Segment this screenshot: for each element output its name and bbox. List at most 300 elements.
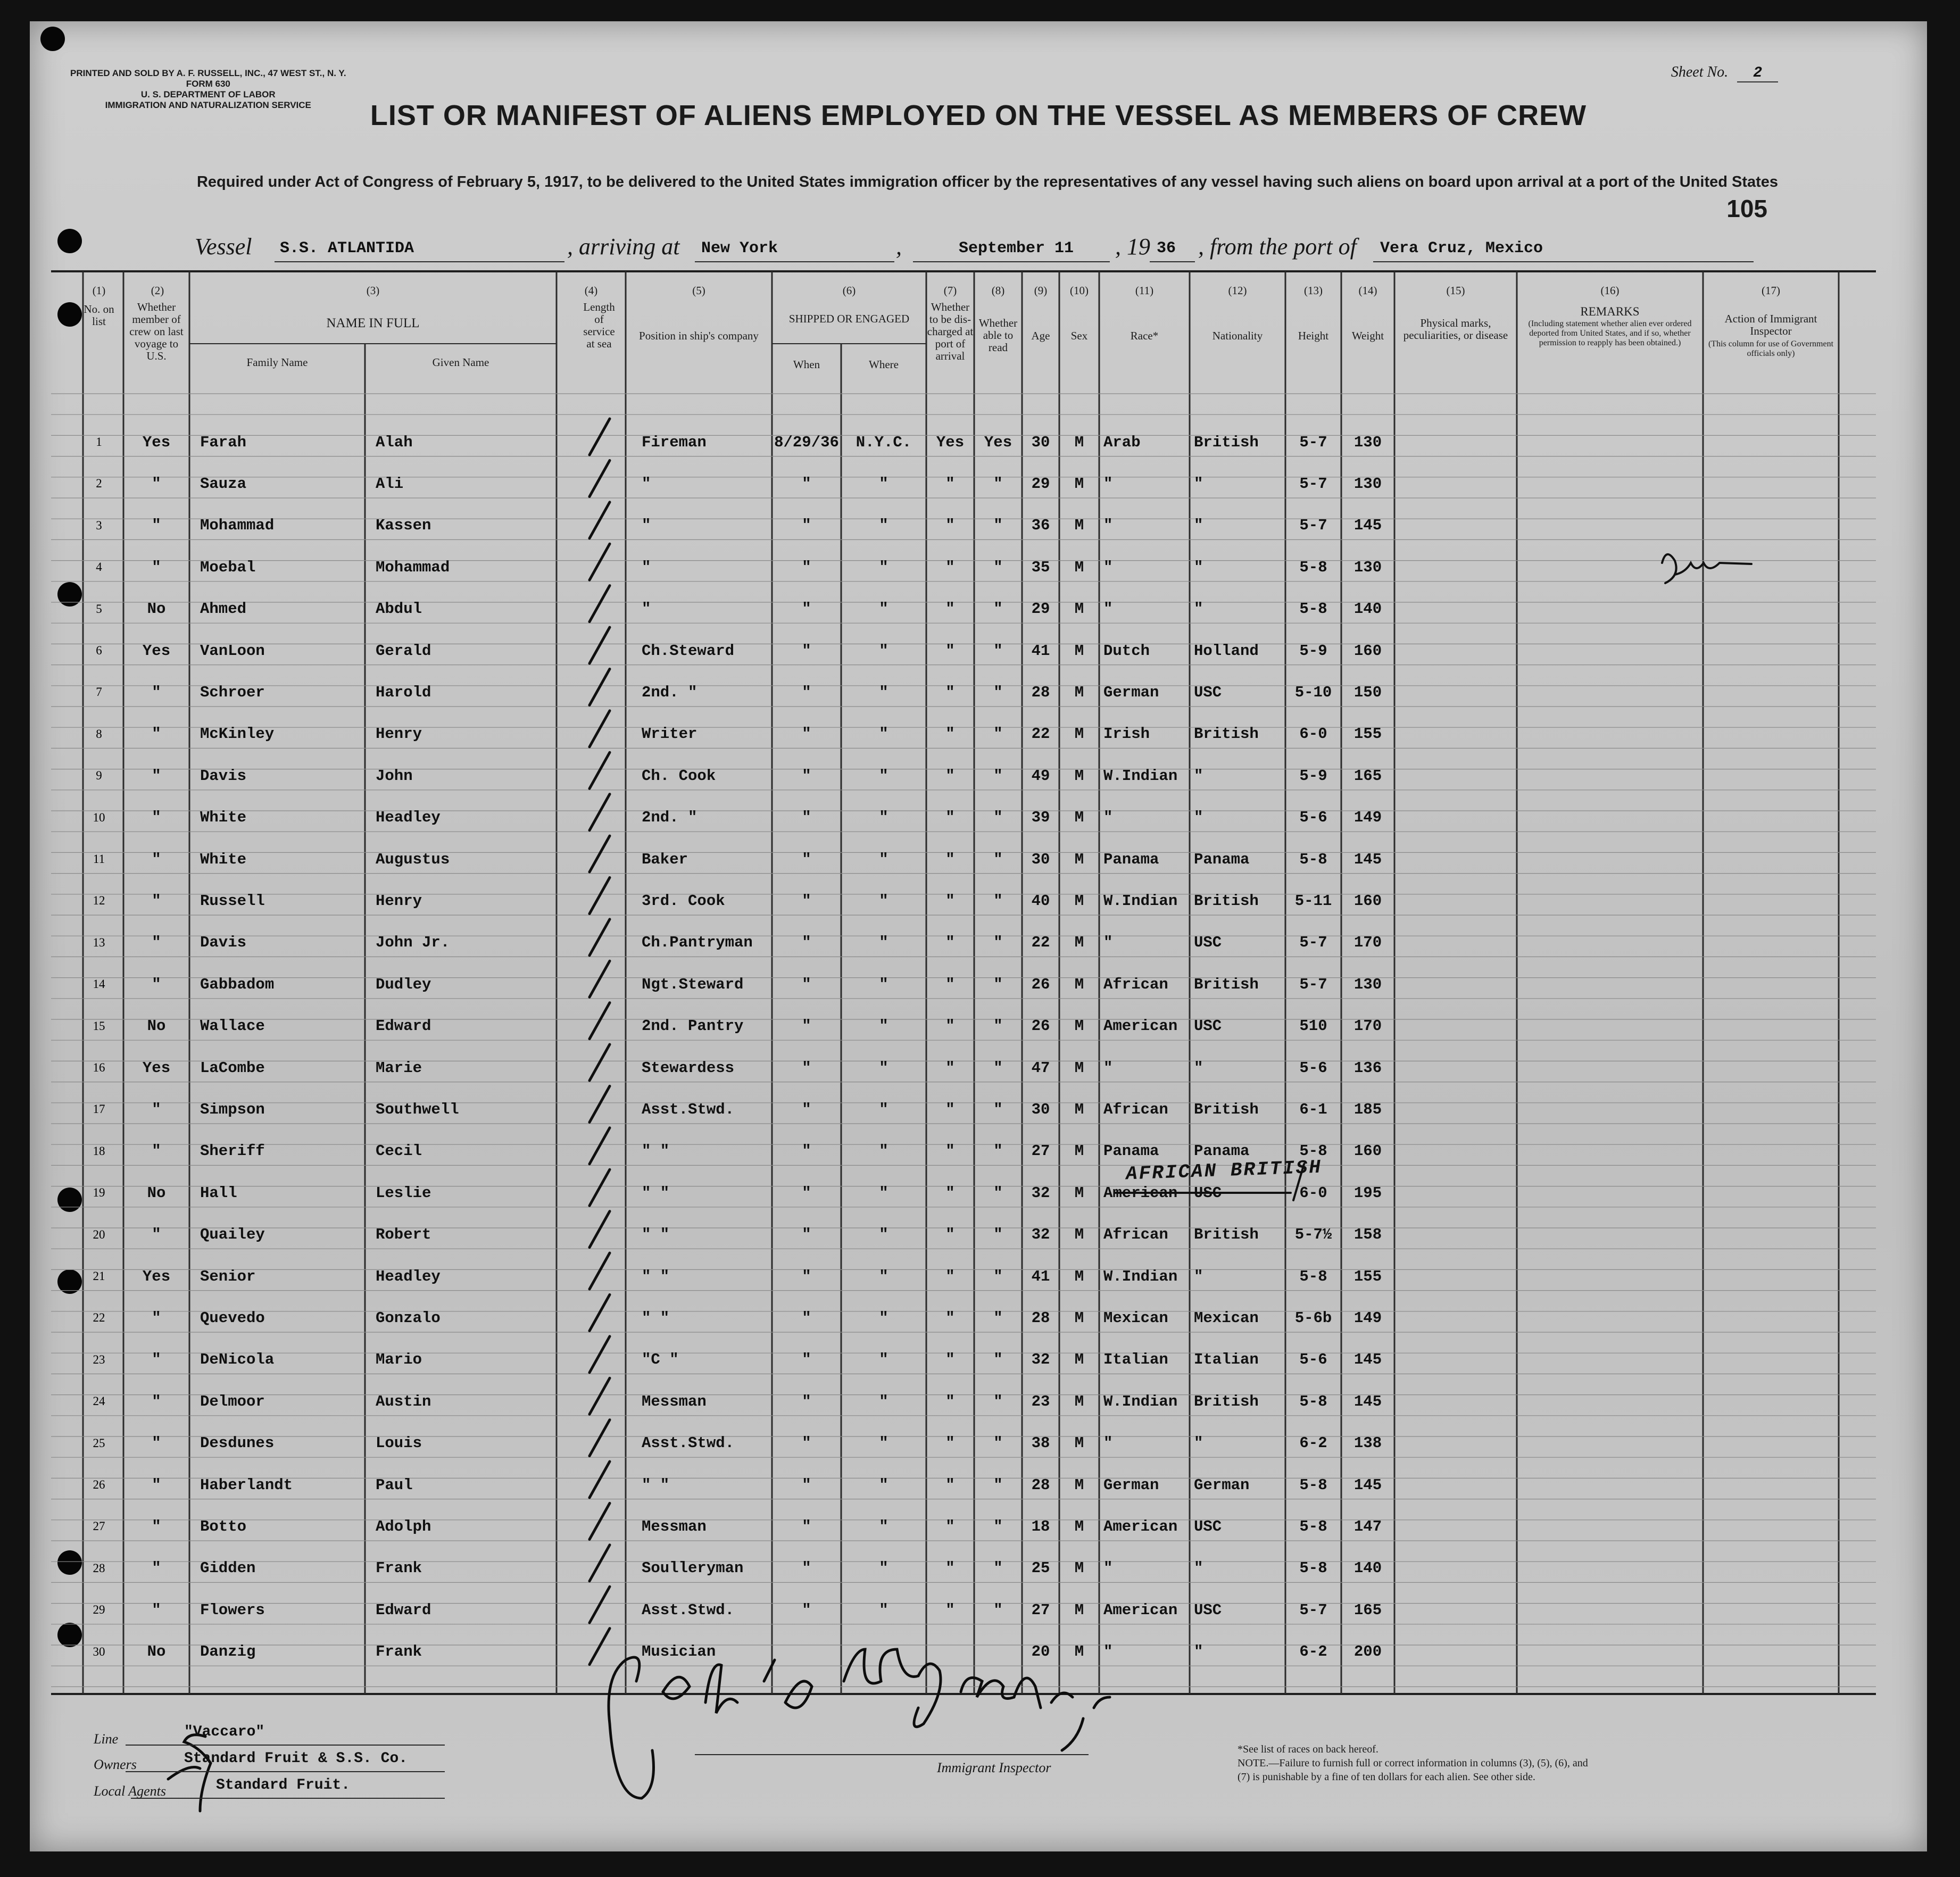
sex-cell: M [1074,1059,1084,1077]
given-name-cell: Headley [376,809,441,827]
sex-cell: M [1074,975,1084,993]
discharged-cell: " [945,934,955,952]
given-name-cell: Ali [376,475,404,493]
weight-cell: 145 [1353,850,1382,868]
table-row [30,880,1927,921]
discharged-cell: " [945,1309,955,1327]
nationality-cell: " [1194,767,1203,785]
weight-cell: 165 [1353,767,1382,785]
prev-voyage-cell: " [152,1559,161,1577]
row-number: 21 [93,1269,105,1283]
row-number: 7 [96,685,102,699]
row-number: 13 [93,935,105,949]
weight-cell: 160 [1353,892,1382,910]
weight-cell: 145 [1353,517,1382,535]
col-header-read: Whether able to read [978,317,1018,354]
family-name-cell: White [200,809,247,827]
shipped-where-cell: " [879,1226,888,1244]
race-cell: W.Indian [1103,1392,1178,1410]
discharged-cell: " [945,1476,955,1494]
position-cell: " [642,517,651,535]
given-name-cell: Cecil [376,1142,422,1160]
col-num: (8) [991,284,1005,297]
nationality-cell: USC [1194,1517,1222,1535]
family-name-cell: Danzig [200,1643,256,1661]
shipped-where-cell: " [879,558,888,576]
race-cell: American [1103,1601,1178,1619]
shipped-where-cell: " [879,600,888,618]
shipped-where-cell: " [879,1559,888,1577]
sex-cell: M [1074,1142,1084,1160]
sex-cell: M [1074,683,1084,701]
can-read-cell: " [993,558,1003,576]
age-cell: 23 [1031,1392,1050,1410]
position-cell: Asst.Stwd. [642,1100,735,1118]
family-name-cell: Schroer [200,683,265,701]
age-cell: 39 [1031,809,1050,827]
can-read-cell: " [993,850,1003,868]
weight-cell: 138 [1353,1434,1382,1452]
nationality-cell: British [1194,1100,1259,1118]
table-row [30,1506,1927,1547]
given-name-cell: Henry [376,892,422,910]
given-name-cell: Mohammad [376,558,450,576]
weight-cell: 185 [1353,1100,1382,1118]
discharged-cell: " [945,1601,955,1619]
row-number: 15 [93,1019,105,1033]
table-row [30,505,1927,546]
height-cell: 5-8 [1299,1559,1327,1577]
family-name-cell: Davis [200,767,247,785]
col-header-position: Position in ship's company [639,329,759,342]
age-cell: 30 [1031,433,1050,451]
race-cell: " [1103,809,1113,827]
weight-cell: 158 [1353,1226,1382,1244]
height-cell: 6-0 [1299,725,1327,743]
height-cell: 6-2 [1299,1643,1327,1661]
race-cell: Irish [1103,725,1150,743]
height-cell: 5-8 [1299,1476,1327,1494]
sex-cell: M [1074,1601,1084,1619]
nationality-cell: " [1194,809,1203,827]
can-read-cell: " [993,809,1003,827]
discharged-cell: " [945,725,955,743]
weight-cell: 130 [1353,558,1382,576]
col-num: (3) [366,284,380,297]
race-cell: " [1103,1059,1113,1077]
sex-cell: M [1074,1351,1084,1369]
height-cell: 5-7 [1299,975,1327,993]
race-cell: German [1103,1476,1159,1494]
height-cell: 5-10 [1294,683,1332,701]
nationality-cell: USC [1194,1017,1222,1035]
position-cell: 2nd. " [642,683,697,701]
family-name-cell: Sheriff [200,1142,265,1160]
nationality-cell: British [1194,1392,1259,1410]
nationality-cell: USC [1194,1601,1222,1619]
height-cell: 6-0 [1299,1184,1327,1202]
prev-voyage-cell: Yes [142,433,171,451]
age-cell: 32 [1031,1351,1050,1369]
height-cell: 5-6 [1299,809,1327,827]
can-read-cell: " [993,642,1003,660]
shipped-when-cell: " [802,1226,811,1244]
height-cell: 5-9 [1299,642,1327,660]
binder-hole [57,302,82,327]
shipped-when-cell: " [802,934,811,952]
sex-cell: M [1074,934,1084,952]
shipped-when-cell [772,1631,841,1673]
sex-cell: M [1074,1476,1084,1494]
age-cell: 26 [1031,975,1050,993]
binder-hole [40,27,65,51]
shipped-when-cell: " [802,517,811,535]
given-name-cell: Gonzalo [376,1309,441,1327]
prev-voyage-cell: Yes [142,1267,171,1285]
nationality-cell: Mexican [1194,1309,1259,1327]
shipped-when-cell: " [802,892,811,910]
given-name-cell: Henry [376,725,422,743]
col-num: (17) [1762,284,1780,297]
prev-voyage-cell: " [152,767,161,785]
height-cell: 5-6 [1299,1351,1327,1369]
row-number: 10 [93,810,105,824]
position-cell: Ch. Cook [642,767,716,785]
table-row [30,1006,1927,1047]
height-cell: 6-1 [1299,1100,1327,1118]
page-title: LIST OR MANIFEST OF ALIENS EMPLOYED ON THE VESSEL AS MEMBERS OF CREW [370,99,1587,131]
sex-cell: M [1074,1100,1084,1118]
col-num: (16) [1600,284,1620,297]
shipped-where-cell: " [879,1142,888,1160]
sex-cell: M [1074,1267,1084,1285]
footer-note: *See list of races on back hereof. NOTE.—Failure to furnish full or correct information in columns (3), (5), (6), and (7) is punishable by a fine of ten dollars for each alien. See other side. [1238,1743,1588,1783]
nationality-cell: USC [1194,683,1222,701]
race-cell: " [1103,600,1113,618]
nationality-cell: USC [1194,934,1222,952]
position-cell: Writer [642,725,697,743]
inspector-label: Immigrant Inspector [937,1760,1051,1775]
sex-cell: M [1074,1559,1084,1577]
col-num: (11) [1135,284,1154,297]
row-number: 6 [96,644,102,657]
prev-voyage-cell: " [152,975,161,993]
row-number: 1 [96,435,102,449]
given-name-cell: Alah [376,433,413,451]
col-num: (4) [584,284,598,297]
sex-cell: M [1074,1184,1084,1202]
nationality-cell: German [1194,1476,1250,1494]
age-cell: 32 [1031,1226,1050,1244]
can-read-cell: " [993,1434,1003,1452]
nationality-cell: British [1194,433,1259,451]
given-name-cell: Headley [376,1267,441,1285]
sex-cell: M [1074,767,1084,785]
shipped-when-cell: " [802,1267,811,1285]
table-row [30,463,1927,504]
prev-voyage-cell: " [152,1601,161,1619]
position-cell: Messman [642,1517,707,1535]
family-name-cell: Gabbadom [200,975,275,993]
age-cell: 41 [1031,1267,1050,1285]
shipped-where-cell: " [879,475,888,493]
weight-cell: 149 [1353,809,1382,827]
can-read-cell: " [993,683,1003,701]
can-read-cell: " [993,934,1003,952]
table-row [30,1464,1927,1506]
agents-value: Standard Fruit. [216,1777,351,1793]
height-cell: 5-8 [1299,558,1327,576]
family-name-cell: Quailey [200,1226,265,1244]
height-cell: 510 [1299,1017,1327,1035]
race-cell: " [1103,1559,1113,1577]
shipped-when-cell: " [802,1601,811,1619]
shipped-where-cell: " [879,1017,888,1035]
prev-voyage-cell: " [152,934,161,952]
age-cell: 27 [1031,1142,1050,1160]
race-cell: Italian [1103,1351,1168,1369]
given-name-cell: Kassen [376,517,431,535]
shipped-when-cell: " [802,1392,811,1410]
prev-voyage-cell: " [152,558,161,576]
shipped-where-cell: " [879,892,888,910]
owners-label: Owners [94,1757,137,1772]
sex-cell: M [1074,1434,1084,1452]
col-num: (6) [842,284,856,297]
discharged-cell: " [945,1059,955,1077]
family-name-cell: Senior [200,1267,256,1285]
col-num: (2) [151,284,164,297]
age-cell: 18 [1031,1517,1050,1535]
shipped-when-cell: " [802,725,811,743]
sex-cell: M [1074,642,1084,660]
col-header-length-of-service: Length of service at sea [583,301,615,350]
shipped-where-cell: " [879,767,888,785]
position-cell: Asst.Stwd. [642,1601,735,1619]
table-row [30,630,1927,671]
can-read-cell: " [993,1559,1003,1577]
sheet-number-value: 2 [1737,65,1778,82]
position-cell: Messman [642,1392,707,1410]
weight-cell: 160 [1353,1142,1382,1160]
nationality-cell: " [1194,1267,1203,1285]
family-name-cell: White [200,850,247,868]
shipped-where-cell: " [879,934,888,952]
height-cell: 5-6 [1299,1059,1327,1077]
height-cell: 5-8 [1299,1267,1327,1285]
row-number: 29 [93,1603,105,1617]
nationality-cell: " [1194,1643,1203,1661]
given-name-cell: Adolph [376,1517,431,1535]
age-cell: 40 [1031,892,1050,910]
vessel-label: Vessel [195,234,252,260]
prev-voyage-cell: " [152,1392,161,1410]
given-name-cell: Frank [376,1559,422,1577]
position-cell: " [642,475,651,493]
shipped-when-cell: " [802,1184,811,1202]
race-cell: Dutch [1103,642,1150,660]
sex-cell: M [1074,1517,1084,1535]
nationality-cell: Italian [1194,1351,1259,1369]
height-cell: 5-7 [1299,517,1327,535]
row-number: 19 [93,1186,105,1200]
family-name-cell: Hall [200,1184,237,1202]
col-num: (12) [1228,284,1247,297]
position-cell: " " [642,1142,670,1160]
position-cell: " " [642,1309,670,1327]
printer-imprint: PRINTED AND SOLD BY A. F. RUSSELL, INC., 47 WEST ST., N. Y. FORM 630 U. S. DEPARTMENT OF LABOR IMMIGRATION AND NATURALIZATION SERVICE [70,68,346,110]
race-cell: W.Indian [1103,1267,1178,1285]
col-header-where: Where [869,358,899,371]
prev-voyage-cell: No [147,1184,166,1202]
from-port-label: , from the port of [1198,234,1357,260]
race-cell: Panama [1103,1142,1159,1160]
col-header-name: NAME IN FULL [326,316,420,330]
prev-voyage-cell: Yes [142,1059,171,1077]
sex-cell: M [1074,433,1084,451]
position-cell: Ch.Pantryman [642,934,753,952]
can-read-cell: " [993,1351,1003,1369]
shipped-when-cell: " [802,975,811,993]
col-num: (5) [692,284,705,297]
given-name-cell: Paul [376,1476,413,1494]
shipped-where-cell [841,1631,926,1673]
shipped-where-cell: " [879,1434,888,1452]
given-name-cell: Edward [376,1017,431,1035]
col-header-given-name: Given Name [432,356,489,369]
nationality-cell: Panama [1194,850,1250,868]
position-cell: " " [642,1267,670,1285]
table-row [30,1131,1927,1172]
shipped-when-cell: " [802,558,811,576]
nationality-cell: " [1194,1434,1203,1452]
weight-cell: 170 [1353,934,1382,952]
weight-cell: 155 [1353,725,1382,743]
table-row [30,1589,1927,1631]
sheet-number [1671,64,1778,81]
family-name-cell: Davis [200,934,247,952]
height-cell: 5-6b [1294,1309,1332,1327]
col-header-discharged: Whether to be dis-charged at port of arrival [927,301,974,362]
prev-voyage-cell: " [152,1517,161,1535]
given-name-cell: John [376,767,413,785]
shipped-where-cell: " [879,683,888,701]
position-cell: 2nd. Pantry [642,1017,744,1035]
can-read-cell [974,1631,1022,1673]
nationality-cell: " [1194,600,1203,618]
weight-cell: 145 [1353,1476,1382,1494]
line-value: "Vaccaro" [184,1724,265,1740]
sex-cell: M [1074,1017,1084,1035]
discharged-cell: " [945,1559,955,1577]
sex-cell: M [1074,809,1084,827]
table-row [30,671,1927,713]
col-header-physical-marks: Physical marks, peculiarities, or disease [1403,317,1508,342]
weight-cell: 145 [1353,1351,1382,1369]
row-number: 12 [93,894,105,908]
col-header-when: When [793,358,820,371]
shipped-where-cell: " [879,975,888,993]
position-cell: Musician [642,1643,716,1661]
discharged-cell: " [945,683,955,701]
height-cell: 5-7 [1299,934,1327,952]
position-cell: Stewardess [642,1059,735,1077]
family-name-cell: Farah [200,433,247,451]
sex-cell: M [1074,558,1084,576]
race-cell: " [1103,1643,1113,1661]
family-name-cell: Sauza [200,475,247,493]
weight-cell: 130 [1353,975,1382,993]
row-number: 30 [93,1645,105,1658]
discharged-cell: " [945,1017,955,1035]
nationality-cell: British [1194,975,1259,993]
prev-voyage-cell: " [152,725,161,743]
col-num: (1) [92,284,106,297]
height-cell: 5-8 [1299,1392,1327,1410]
col-num: (13) [1304,284,1323,297]
sex-cell: M [1074,475,1084,493]
weight-cell: 140 [1353,600,1382,618]
table-row [30,1423,1927,1464]
page-number: 105 [1726,195,1767,222]
position-cell: " " [642,1184,670,1202]
shipped-when-cell: " [802,767,811,785]
position-cell: "C " [642,1351,679,1369]
table-row [30,1047,1927,1089]
position-cell: " [642,558,651,576]
height-cell: 5-7 [1299,475,1327,493]
row-number: 8 [96,727,102,741]
table-row [30,421,1927,463]
position-cell: " " [642,1476,670,1494]
prev-voyage-cell: No [147,600,166,618]
sex-cell: M [1074,1226,1084,1244]
weight-cell: 140 [1353,1559,1382,1577]
col-header-sex: Sex [1070,329,1088,342]
table-row [30,546,1927,588]
height-cell: 6-2 [1299,1434,1327,1452]
row-number: 3 [96,518,102,532]
row-number: 23 [93,1352,105,1366]
discharged-cell: " [945,1351,955,1369]
given-name-cell: Abdul [376,600,422,618]
can-read-cell: " [993,1392,1003,1410]
race-cell: " [1103,475,1113,493]
table-row [30,838,1927,880]
age-cell: 41 [1031,642,1050,660]
can-read-cell: " [993,475,1003,493]
sex-cell: M [1074,600,1084,618]
race-cell: Mexican [1103,1309,1168,1327]
age-cell: 20 [1031,1643,1050,1661]
discharged-cell: " [945,1267,955,1285]
family-name-cell: VanLoon [200,642,265,660]
row-number: 25 [93,1436,105,1450]
given-name-cell: Robert [376,1226,431,1244]
position-cell: Ch.Steward [642,642,735,660]
col-header-height: Height [1298,329,1329,342]
can-read-cell: " [993,1226,1003,1244]
col-num: (10) [1070,284,1089,297]
col-header-no: No. on list [84,303,114,328]
given-name-cell: Dudley [376,975,431,993]
shipped-when-cell: " [802,1351,811,1369]
weight-cell: 165 [1353,1601,1382,1619]
family-name-cell: Wallace [200,1017,265,1035]
table-row [30,713,1927,755]
height-cell: 5-8 [1299,600,1327,618]
table-row [30,755,1927,796]
